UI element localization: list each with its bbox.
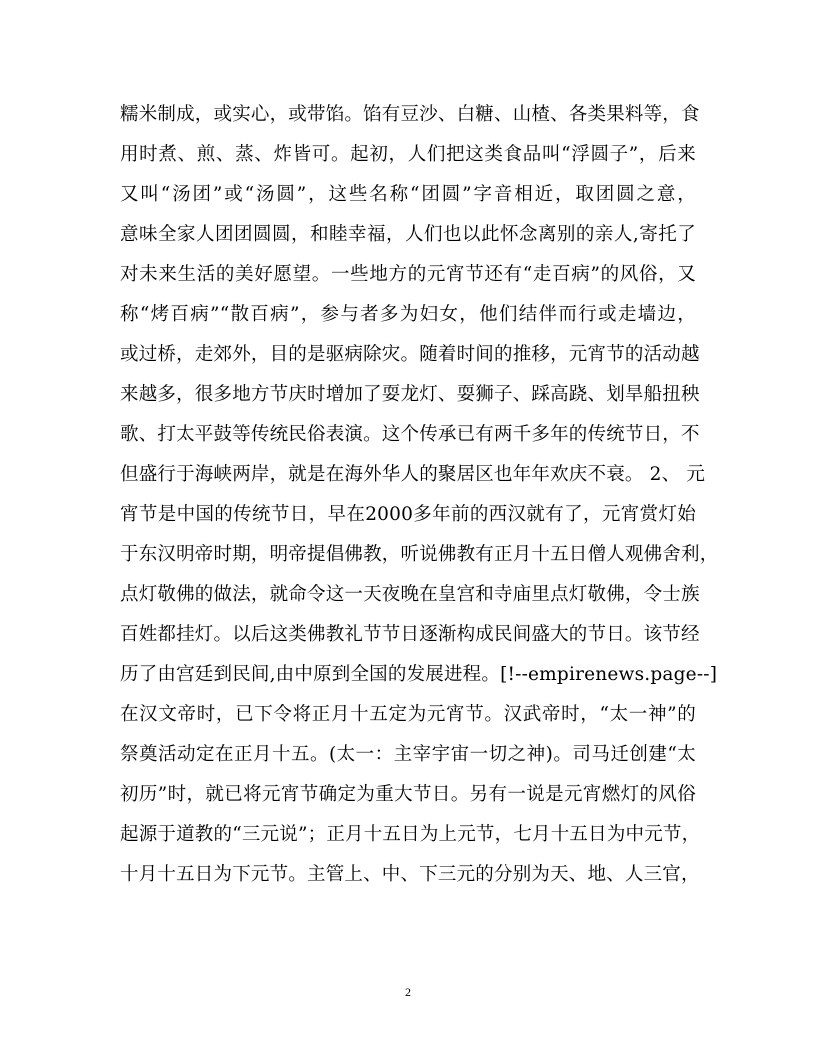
- body-text-line: 来越多，很多地方节庆时增加了耍龙灯、耍狮子、踩高跷、划旱船扭秧: [120, 384, 700, 405]
- body-text-line: 宵节是中国的传统节日，早在2000多年前的西汉就有了，元宵赏灯始: [120, 504, 696, 525]
- body-text-line: 百姓都挂灯。以后这类佛教礼节节日逐渐构成民间盛大的节日。该节经: [120, 624, 700, 645]
- body-text-line: 起源于道教的“三元说”；正月十五日为上元节，七月十五日为中元节，: [120, 824, 701, 845]
- body-text-line: 意味全家人团团圆圆，和睦幸福，人们也以此怀念离别的亲人,寄托了: [120, 224, 696, 245]
- body-text-line: 祭奠活动定在正月十五。(太一：主宰宇宙一切之神)。司马迁创建“太: [120, 744, 696, 765]
- body-text-line: 用时煮、煎、蒸、炸皆可。起初，人们把这类食品叫“浮圆子”，后来: [120, 144, 696, 165]
- body-text-line: 在汉文帝时，已下令将正月十五定为元宵节。汉武帝时，“太一神”的: [120, 704, 696, 725]
- body-text-line: 但盛行于海峡两岸，就是在海外华人的聚居区也年年欢庆不衰。 2、 元: [120, 464, 706, 485]
- body-text-line: 于东汉明帝时期，明帝提倡佛教，听说佛教有正月十五日僧人观佛舍利，: [120, 544, 719, 565]
- body-text-line: 糯米制成，或实心，或带馅。馅有豆沙、白糖、山楂、各类果料等，食: [120, 104, 700, 125]
- body-text-line: 点灯敬佛的做法，就命令这一天夜晚在皇宫和寺庙里点灯敬佛，令士族: [120, 584, 700, 605]
- body-text-line: 又叫“汤团”或“汤圆”，这些名称“团圆”字音相近，取团圆之意，: [120, 184, 696, 205]
- body-text-line: 称“烤百病”“散百病”，参与者多为妇女，他们结伴而行或走墙边，: [120, 304, 696, 325]
- body-text-line: 十月十五日为下元节。主管上、中、下三元的分别为天、地、人三官，: [120, 864, 700, 885]
- body-text-line: 初历”时，就已将元宵节确定为重大节日。另有一说是元宵燃灯的风俗: [120, 784, 696, 805]
- page-number: 2: [405, 985, 411, 999]
- body-text-line: 或过桥，走郊外，目的是驱病除灾。随着时间的推移，元宵节的活动越: [120, 344, 700, 365]
- body-text-line: 对未来生活的美好愿望。一些地方的元宵节还有“走百病”的风俗，又: [120, 264, 696, 285]
- body-text-line: 历了由宫廷到民间,由中原到全国的发展进程。[!--empirenews.page--]: [120, 664, 718, 685]
- body-text-line: 歌、打太平鼓等传统民俗表演。这个传承已有两千多年的传统节日，不: [120, 424, 700, 445]
